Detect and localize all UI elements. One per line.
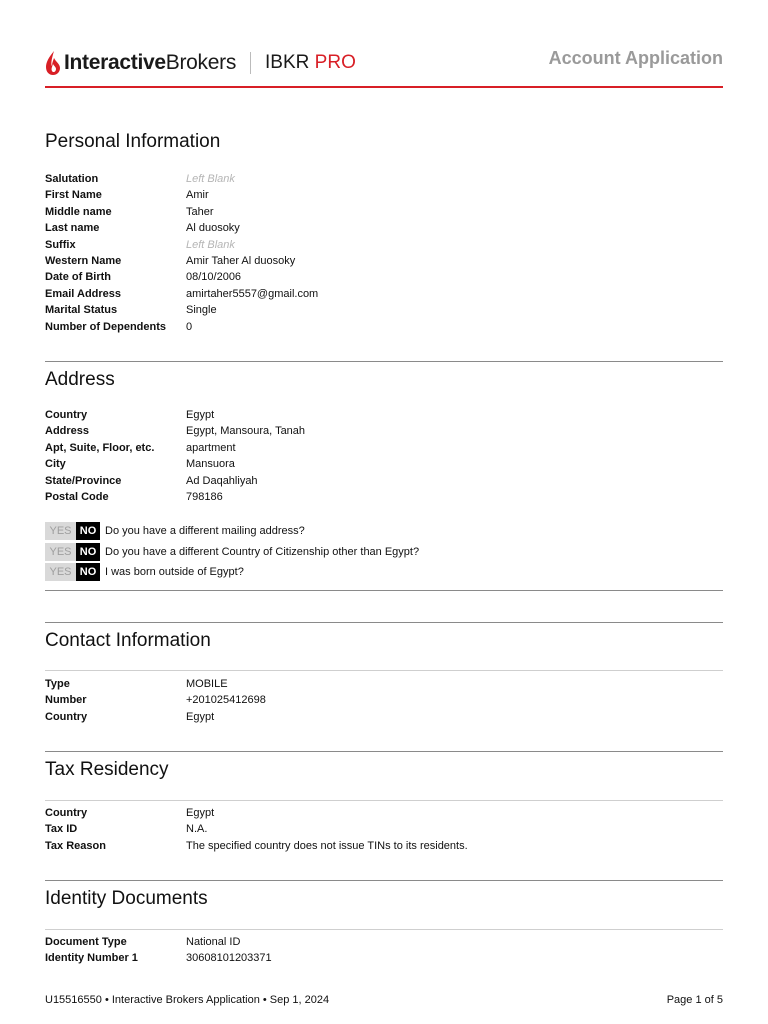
field-row (45, 950, 723, 966)
yes-no-row (45, 563, 419, 581)
field-row (45, 805, 723, 821)
field-row (45, 269, 723, 285)
yes-badge: YES (45, 522, 76, 540)
section-divider (45, 751, 723, 752)
field-row (45, 204, 723, 220)
field-label: Date of Birth (45, 271, 111, 284)
field-value: 798186 (186, 490, 223, 503)
field-row (45, 934, 723, 950)
field-label: City (45, 458, 66, 471)
field-label: Identity Number 1 (45, 952, 138, 965)
field-value: 08/10/2006 (186, 271, 242, 284)
field-value: 0 (186, 320, 193, 333)
subsection-divider (45, 929, 723, 930)
field-label: Tax ID (45, 823, 78, 836)
field-label: Postal Code (45, 490, 109, 503)
page-header (45, 44, 723, 88)
field-value: amirtaher5557@gmail.com (186, 287, 319, 300)
field-row (45, 302, 723, 318)
address-fields (45, 407, 723, 505)
field-row (45, 423, 723, 439)
field-value: apartment (186, 441, 236, 454)
tax-fields (45, 805, 723, 854)
product-accent: PRO (314, 52, 356, 73)
no-badge: NO (76, 563, 100, 581)
field-label: Country (45, 710, 88, 723)
question-text: Do you have a different Country of Citizenship other than Egypt? (105, 545, 420, 558)
field-label: Number of Dependents (45, 320, 167, 333)
field-row (45, 440, 723, 456)
field-value: The specified country does not issue TINs to its residents. (186, 839, 468, 852)
field-label: Marital Status (45, 304, 118, 317)
contact-fields (45, 676, 723, 725)
field-value: N.A. (186, 823, 208, 836)
field-row (45, 319, 723, 335)
field-label: Country (45, 409, 88, 421)
page-number: Page 1 of 5 (666, 994, 723, 1006)
identity-section-title: Identity Documents (45, 888, 208, 909)
field-label: Address (45, 425, 90, 438)
interactive-brokers-logo (45, 50, 356, 76)
field-row (45, 220, 723, 236)
field-row (45, 171, 723, 187)
no-badge: NO (76, 543, 100, 561)
product-main: IBKR (265, 52, 310, 73)
section-divider (45, 880, 723, 881)
field-row (45, 253, 723, 269)
yes-no-questions (45, 522, 419, 584)
field-row (45, 286, 723, 302)
field-row (45, 187, 723, 203)
section-divider (45, 590, 723, 591)
field-value: Left Blank (186, 238, 235, 251)
field-row (45, 489, 723, 505)
brand-light: Brokers (165, 51, 237, 74)
field-value: Ad Daqahliyah (186, 474, 258, 487)
field-value: National ID (186, 936, 241, 948)
field-row (45, 821, 723, 837)
field-row (45, 407, 723, 423)
personal-fields (45, 171, 723, 335)
field-row (45, 456, 723, 472)
question-text: I was born outside of Egypt? (105, 566, 244, 579)
field-row (45, 709, 723, 725)
field-label: Type (45, 678, 70, 690)
logo-divider (250, 52, 251, 74)
field-label: Last name (45, 222, 100, 235)
tax-section-title: Tax Residency (45, 759, 169, 780)
field-value: Single (186, 304, 217, 317)
field-label: Suffix (45, 238, 76, 251)
section-divider (45, 361, 723, 362)
address-section-title: Address (45, 369, 115, 390)
field-value: Egypt (186, 409, 215, 421)
field-label: First Name (45, 189, 102, 202)
contact-section-title: Contact Information (45, 630, 211, 651)
identity-fields (45, 934, 723, 967)
yes-badge: YES (45, 563, 76, 581)
section-divider (45, 622, 723, 623)
field-value: Mansuora (186, 458, 235, 471)
field-value: Amir (186, 189, 209, 202)
field-value: +201025412698 (186, 694, 266, 707)
product-name (265, 52, 356, 74)
no-badge: NO (76, 522, 100, 540)
field-label: Number (45, 694, 87, 707)
field-value: Egypt (186, 710, 215, 723)
field-label: Tax Reason (45, 839, 106, 852)
document-title: Account Application (548, 48, 723, 68)
ib-flame-icon (45, 50, 61, 76)
field-label: Middle name (45, 205, 112, 218)
field-label: Country (45, 807, 88, 819)
field-value: Egypt (186, 807, 215, 819)
brand-bold: Interactive (64, 51, 166, 74)
yes-badge: YES (45, 543, 76, 561)
field-value: Egypt, Mansoura, Tanah (186, 425, 306, 438)
field-label: Western Name (45, 254, 122, 267)
field-label: State/Province (45, 474, 122, 487)
yes-no-row (45, 522, 419, 540)
field-label: Salutation (45, 173, 99, 185)
field-value: Taher (186, 205, 214, 218)
field-row (45, 473, 723, 489)
yes-no-row (45, 543, 419, 561)
subsection-divider (45, 670, 723, 671)
question-text: Do you have a different mailing address? (105, 525, 305, 537)
field-label: Apt, Suite, Floor, etc. (45, 441, 155, 454)
field-value: Al duosoky (186, 222, 240, 235)
field-label: Document Type (45, 936, 127, 948)
field-value: MOBILE (186, 678, 228, 690)
field-row (45, 838, 723, 854)
subsection-divider (45, 800, 723, 801)
field-row (45, 676, 723, 692)
field-label: Email Address (45, 287, 122, 300)
header-rule (45, 86, 723, 88)
field-row (45, 692, 723, 708)
footer-reference: U15516550 • Interactive Brokers Application • Sep 1, 2024 (45, 994, 330, 1006)
field-value: Amir Taher Al duosoky (186, 254, 296, 267)
field-value: 30608101203371 (186, 952, 272, 965)
personal-section-title: Personal Information (45, 131, 221, 152)
field-row (45, 237, 723, 253)
field-value: Left Blank (186, 173, 235, 185)
